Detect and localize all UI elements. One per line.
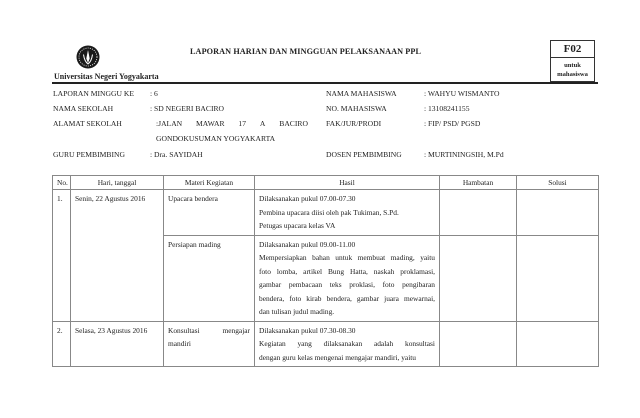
info-value-student-no: : 13108241155 [424,104,470,113]
info-label-student-no: NO. MAHASISWA [326,104,387,113]
row-no [53,321,71,367]
result-line: dan tulisan judul mading. [259,307,335,316]
result-line: dengan guru kelas mengenai mengajar mandiri, yaitu [259,352,416,362]
address-word: 17 [238,119,247,128]
info-label-week: LAPORAN MINGGU KE [53,89,134,98]
activity-text: Persiapan mading [168,239,221,249]
address-word: A [259,119,266,128]
university-name: Universitas Negeri Yogyakarta [54,72,159,81]
header-solution: Solusi [517,176,599,190]
activity-text: Upacara bendera [168,194,218,203]
result-line: gambar pembacaan teks proklasi, foto pengibaran [259,280,435,289]
info-value-faculty: : FIP/ PSD/ PGSD [424,119,481,128]
result-line: Kegiatan yang dilaksanakan adalah konsultasi [259,339,435,348]
row-no-text: 1. [57,194,63,203]
address-word: MAWAR [196,119,225,128]
info-label-teacher: GURU PEMBIMBING [53,150,125,159]
address-word: BACIRO [279,119,308,128]
university-logo-icon [76,44,100,70]
address-word: :JALAN [156,119,183,128]
info-label-address: ALAMAT SEKOLAH [53,119,122,128]
result-line: Dilaksanakan pukul 09.00-11.00 [259,239,356,249]
result-cell [255,190,440,236]
header-obstacle: Hambatan [440,176,517,190]
obstacle-cell [440,190,517,236]
header-divider [52,82,598,84]
form-note [551,58,594,79]
table-row [53,321,599,367]
info-value-school: : SD NEGERI BACIRO [150,104,225,113]
form-note-line2: mahasiswa [557,71,588,78]
row-date-text: Senin, 22 Agustus 2016 [75,194,146,203]
info-value-lecturer: : MURTININGSIH, M.Pd [424,150,504,159]
info-label-lecturer: DOSEN PEMBIMBING [326,150,402,159]
info-label-school: NAMA SEKOLAH [53,104,114,113]
header-date: Hari, tanggal [71,176,164,190]
obstacle-cell [440,235,517,321]
row-date [71,190,164,322]
info-value-address-line2: GONDOKUSUMAN YOGYAKARTA [156,134,276,143]
row-no [53,190,71,322]
header-no: No. [53,176,71,190]
info-label-faculty: FAK/JUR/PRODI [326,119,382,128]
form-note-line1: untuk [564,62,581,69]
info-value-address [156,119,308,128]
activity-cell [164,235,255,321]
solution-cell [517,235,599,321]
table-row [53,190,599,236]
result-line: Pembina upacara diisi oleh pak Tukiman, S.Pd. [259,207,399,217]
solution-cell [517,190,599,236]
info-value-week: : 6 [150,89,158,98]
solution-cell [517,321,599,367]
row-date [71,321,164,367]
result-line: Petugas upacara kelas VA [259,221,336,230]
result-line: Dilaksanakan pukul 07.00-07.30 [259,194,356,203]
result-line: Mempersiapkan bahan untuk membuat mading, yaitu [259,253,435,262]
obstacle-cell [440,321,517,367]
result-cell [255,235,440,321]
info-value-teacher: : Dra. SAYIDAH [150,150,203,159]
report-title: LAPORAN HARIAN DAN MINGGUAN PELAKSANAAN PPL [190,47,422,56]
activity-text: mandiri [168,339,191,348]
result-cell [255,321,440,367]
header-activity: Materi Kegiatan [164,176,255,190]
activity-cell [164,190,255,236]
form-code: F02 [551,41,594,58]
header-result: Hasil [255,176,440,190]
result-line: Dilaksanakan pukul 07.30-08.30 [259,325,356,335]
info-value-student-name: : WAHYU WISMANTO [424,89,500,98]
activity-text: Konsultasi mengajar [168,325,250,335]
row-date-text: Selasa, 23 Agustus 2016 [75,325,148,335]
row-no-text: 2. [57,325,63,335]
info-label-student-name: NAMA MAHASISWA [326,89,397,98]
form-code-box [550,40,595,82]
table-header-row [53,176,599,190]
activity-table [52,175,599,367]
result-line: foto lomba, artikel Bung Hatta, naskah proklamasi, [259,266,435,276]
result-line: bendera, foto kirab bendera, gambar juara mewarnai, [259,293,435,303]
activity-cell [164,321,255,367]
